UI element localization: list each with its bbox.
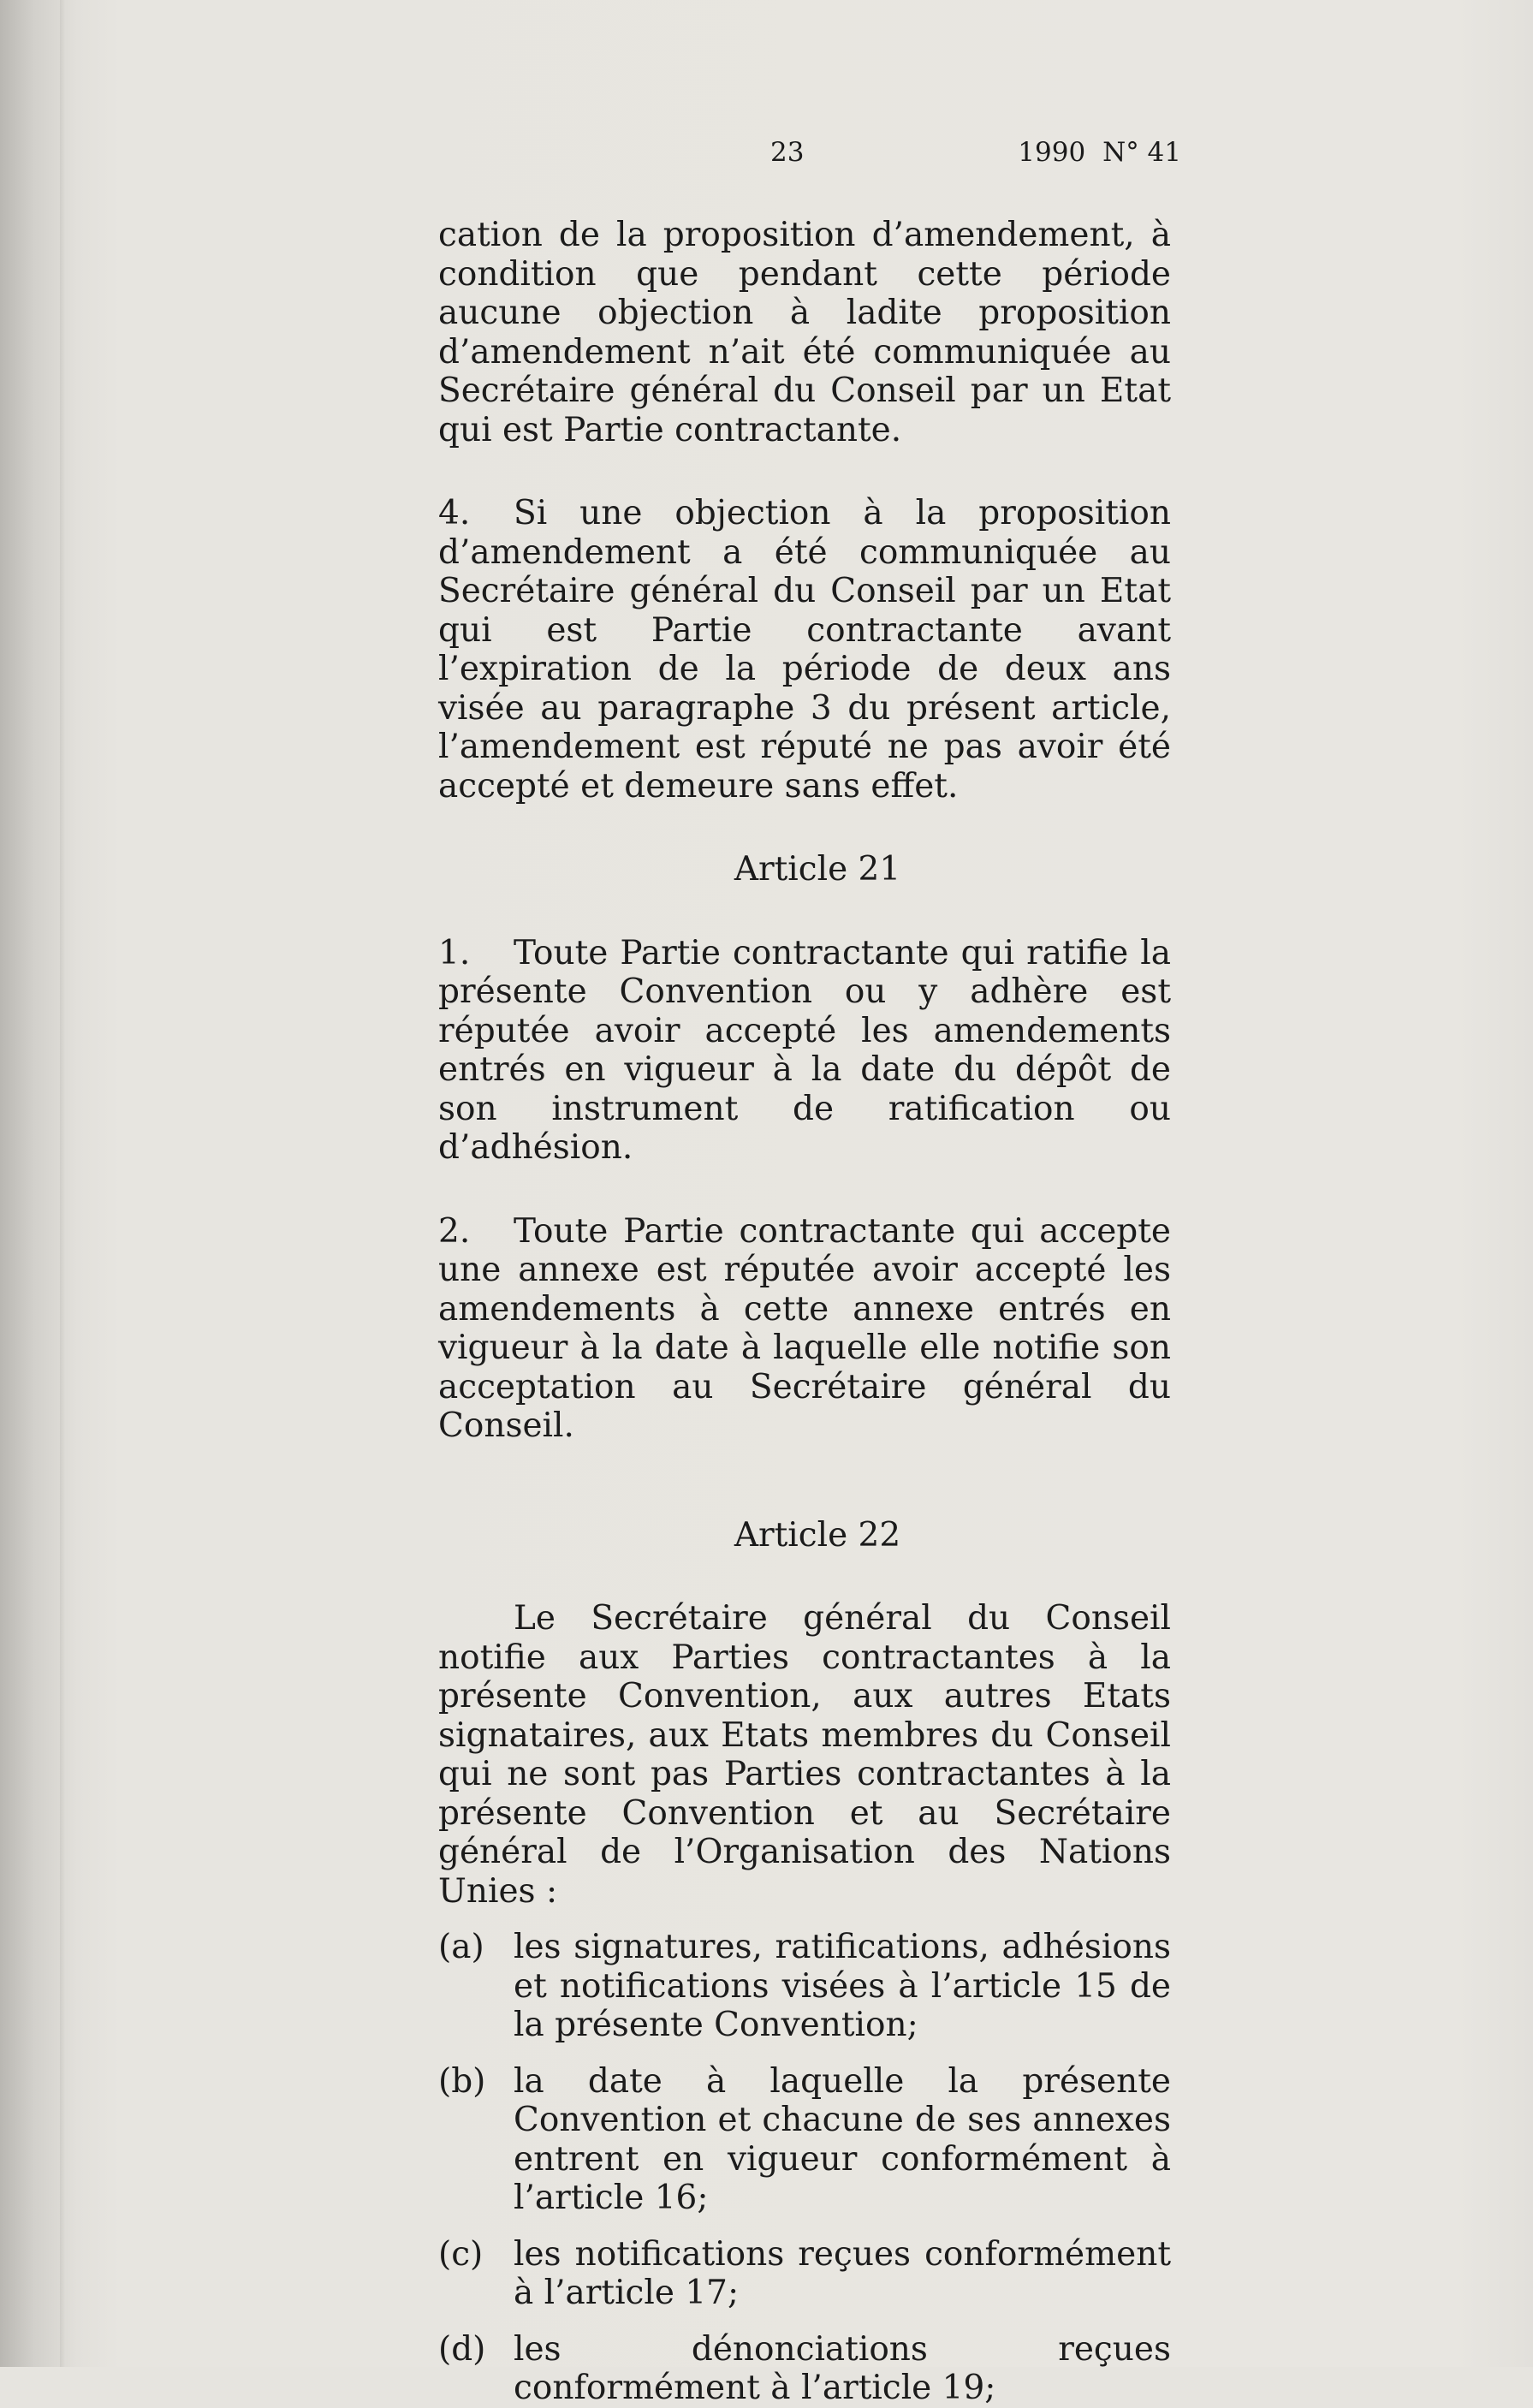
gazette-reference xyxy=(1009,137,1181,168)
page-number: 23 xyxy=(770,137,805,168)
article-21-paragraph-2 xyxy=(438,1212,1171,1446)
list-item xyxy=(438,2235,1171,2313)
article-21-p1-text: Toute Partie contractante qui ratifie la présente Convention ou y adhère est réputée avoir accepté les amendements entrés en vigueur à la date du dépôt de son instrument de ratification ou d’adhésion. xyxy=(438,933,1171,1167)
paragraph-4-text: Si une objection à la proposition d’amendement a été communiquée au Secrétaire général du Conseil par un Etat qui est Partie contractante avant l’expiration de la période de deux ans visée au paragraphe 3 du présent article, l’amendement est réputé ne pas avoir été accepté et demeure sans effet. xyxy=(438,494,1171,806)
list-item-text: les signatures, ratifications, adhésions et notifications visées à l’article 15 de la présente Convention; xyxy=(514,1928,1171,2044)
page-spine-shadow xyxy=(60,0,65,2367)
list-item xyxy=(438,1928,1171,2045)
article-22-list xyxy=(438,1928,1171,2408)
article-21-p2-text: Toute Partie contractante qui accepte une annexe est réputée avoir accepté les amendements à cette annexe entrés en vigueur à la date à laquelle elle notifie son acceptation au Secrétaire général du Conseil. xyxy=(438,1211,1171,1445)
article-22-heading: Article 22 xyxy=(734,1515,901,1555)
article-21-heading: Article 21 xyxy=(734,850,901,889)
list-item xyxy=(438,2062,1171,2218)
gazette-year: 1990 xyxy=(1018,137,1086,168)
list-item-label: (a) xyxy=(438,1928,484,1966)
list-item-label: (d) xyxy=(438,2329,486,2369)
page-header xyxy=(770,137,1181,168)
list-item-label: (b) xyxy=(438,2061,486,2101)
paragraph-4 xyxy=(438,494,1171,806)
article-21-paragraph-1 xyxy=(438,934,1171,1168)
gazette-number: N° 41 xyxy=(1102,137,1181,168)
article-22-intro: Le Secrétaire général du Conseil notifie aux Parties contractantes à la présente Convention, aux autres Etats signataires, aux Etats membres du Conseil qui ne sont pas Parties contractantes à la présente Convention et au Secrétaire général de l’Organisation des Nations Unies : xyxy=(438,1599,1171,1911)
list-item-text: les dénonciations reçues conformément à l’article 19; xyxy=(514,2329,1171,2407)
list-item-text: la date à laquelle la présente Convention et chacune de ses annexes entrent en vigueur conformément à l’article 16; xyxy=(514,2061,1171,2217)
article-21-p1-number: 1. xyxy=(438,933,471,972)
article-21-p2-number: 2. xyxy=(438,1211,471,1251)
paragraph-4-number: 4. xyxy=(438,494,471,532)
list-item-label: (c) xyxy=(438,2234,484,2274)
list-item xyxy=(438,2330,1171,2408)
list-item-text: les notifications reçues conformément à l’article 17; xyxy=(514,2234,1171,2312)
continued-paragraph: cation de la proposition d’amendement, à condition que pendant cette période aucune objection à ladite proposition d’amendement n’ait été communiquée au Secrétaire général du Conseil par un Etat qui est Partie contractante. xyxy=(438,216,1171,449)
text-column xyxy=(438,216,1171,2408)
